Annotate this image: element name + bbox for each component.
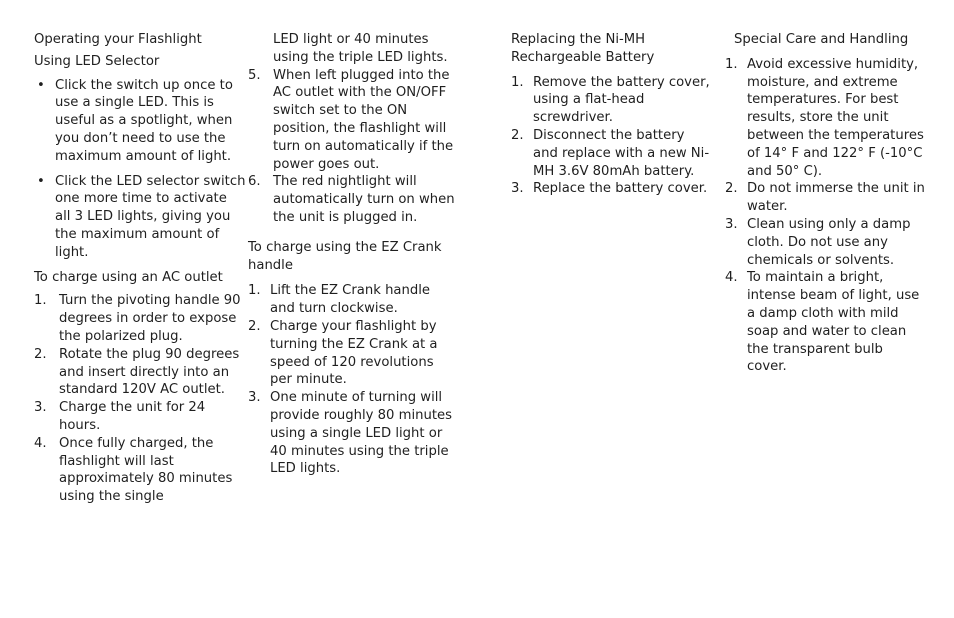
step-number: 3.	[511, 181, 524, 197]
step-number: 2.	[511, 127, 524, 143]
list-item-text: Clean using only a damp cloth. Do not use any chemicals or solvents.	[747, 216, 911, 268]
list-item	[248, 282, 458, 318]
list-item	[511, 180, 711, 198]
list-item	[34, 435, 246, 506]
list-item	[725, 180, 925, 216]
step-number: 3.	[34, 400, 47, 416]
list-item	[248, 389, 458, 478]
ez-crank-steps	[248, 282, 458, 478]
battery-steps	[511, 74, 711, 199]
step-number: 1.	[248, 283, 261, 299]
step-number: 2.	[34, 346, 47, 362]
subsection-title-ez-crank: To charge using the EZ Crank handle	[248, 239, 442, 273]
list-item	[248, 318, 458, 389]
step-number: 6.	[248, 174, 261, 190]
step-number: 3.	[725, 216, 738, 232]
continued-step-text: LED light or 40 minutes using the triple LED lights.	[273, 32, 448, 65]
step-number: 1.	[725, 56, 738, 72]
list-item	[511, 74, 711, 127]
step-number: 1.	[34, 293, 47, 309]
list-item-text: Disconnect the battery and replace with a new Ni-MH 3.6V 80mAh battery.	[533, 127, 710, 179]
section-title-battery: Replacing the Ni-MH Rechargeable Battery	[511, 32, 655, 65]
step-number: 3.	[248, 390, 261, 406]
list-item-text: Remove the battery cover, using a flat-head screwdriver.	[533, 74, 710, 126]
list-item-text: Charge the unit for 24 hours.	[59, 400, 206, 433]
list-item-text: Avoid excessive humidity, moisture, and extreme temperatures. For best results, store the unit between the temperatures of 14° F and 122° F (-10°C and 50° C).	[747, 56, 924, 179]
led-selector-bullets	[34, 77, 246, 262]
ac-charge-steps-continued	[248, 67, 458, 227]
list-item	[511, 127, 711, 180]
list-item	[34, 173, 246, 262]
list-item-text: The red nightlight will automatically turn on when the unit is plugged in.	[273, 174, 455, 225]
list-item-text: Click the switch up once to use a single LED. This is useful as a spotlight, when you don’t need to use the maximum amount of light.	[55, 77, 233, 164]
column-battery	[511, 31, 711, 206]
list-item	[248, 67, 458, 174]
list-item-text: Charge your flashlight by turning the EZ Crank at a speed of 120 revolutions per minute.	[270, 318, 438, 388]
list-item-text: To maintain a bright, intense beam of light, use a damp cloth with mild soap and water to clean the transparent bulb cover.	[747, 270, 920, 375]
step-number: 4.	[34, 435, 47, 451]
list-item-text: Do not immerse the unit in water.	[747, 181, 925, 215]
column-operating	[34, 31, 246, 514]
step-number: 4.	[725, 270, 738, 286]
step-number: 1.	[511, 74, 524, 90]
list-item	[34, 77, 246, 166]
step-number: 5.	[248, 67, 261, 83]
list-item	[725, 216, 925, 269]
list-item-text: One minute of turning will provide roughly 80 minutes using a single LED light or 40 minutes using the triple LED lights.	[270, 390, 453, 477]
list-item-text: Replace the battery cover.	[533, 181, 708, 197]
bullet-mark: •	[37, 173, 45, 189]
list-item-text: Once fully charged, the flashlight will last approximately 80 minutes using the single	[59, 435, 233, 505]
subsection-title-led-selector: Using LED Selector	[34, 53, 160, 69]
step-number: 2.	[248, 318, 261, 334]
list-item-text: Rotate the plug 90 degrees and insert directly into an standard 120V AC outlet.	[59, 346, 240, 398]
care-steps	[725, 56, 925, 376]
bullet-mark: •	[37, 77, 45, 93]
list-item	[725, 269, 925, 376]
list-item-text: Turn the pivoting handle 90 degrees in order to expose the polarized plug.	[59, 293, 241, 344]
list-item	[34, 292, 246, 345]
list-item-text: When left plugged into the AC outlet with the ON/OFF switch set to the ON position, the flashlight will turn on automatically if the power goes out.	[273, 67, 454, 172]
list-item	[248, 173, 458, 226]
list-item-text: Lift the EZ Crank handle and turn clockwise.	[270, 283, 431, 317]
section-title-operating: Operating your Flashlight	[34, 32, 202, 47]
column-care	[725, 31, 925, 384]
column-charging	[248, 31, 458, 486]
list-item	[725, 56, 925, 181]
list-item	[34, 346, 246, 399]
step-number: 2.	[725, 181, 738, 197]
ac-charge-steps	[34, 292, 246, 506]
subsection-title-ac-charge: To charge using an AC outlet	[34, 269, 223, 285]
list-item-text: Click the LED selector switch one more time to activate all 3 LED lights, giving you the maximum amount of light.	[55, 173, 246, 260]
section-title-care: Special Care and Handling	[734, 32, 909, 47]
list-item	[34, 399, 246, 435]
